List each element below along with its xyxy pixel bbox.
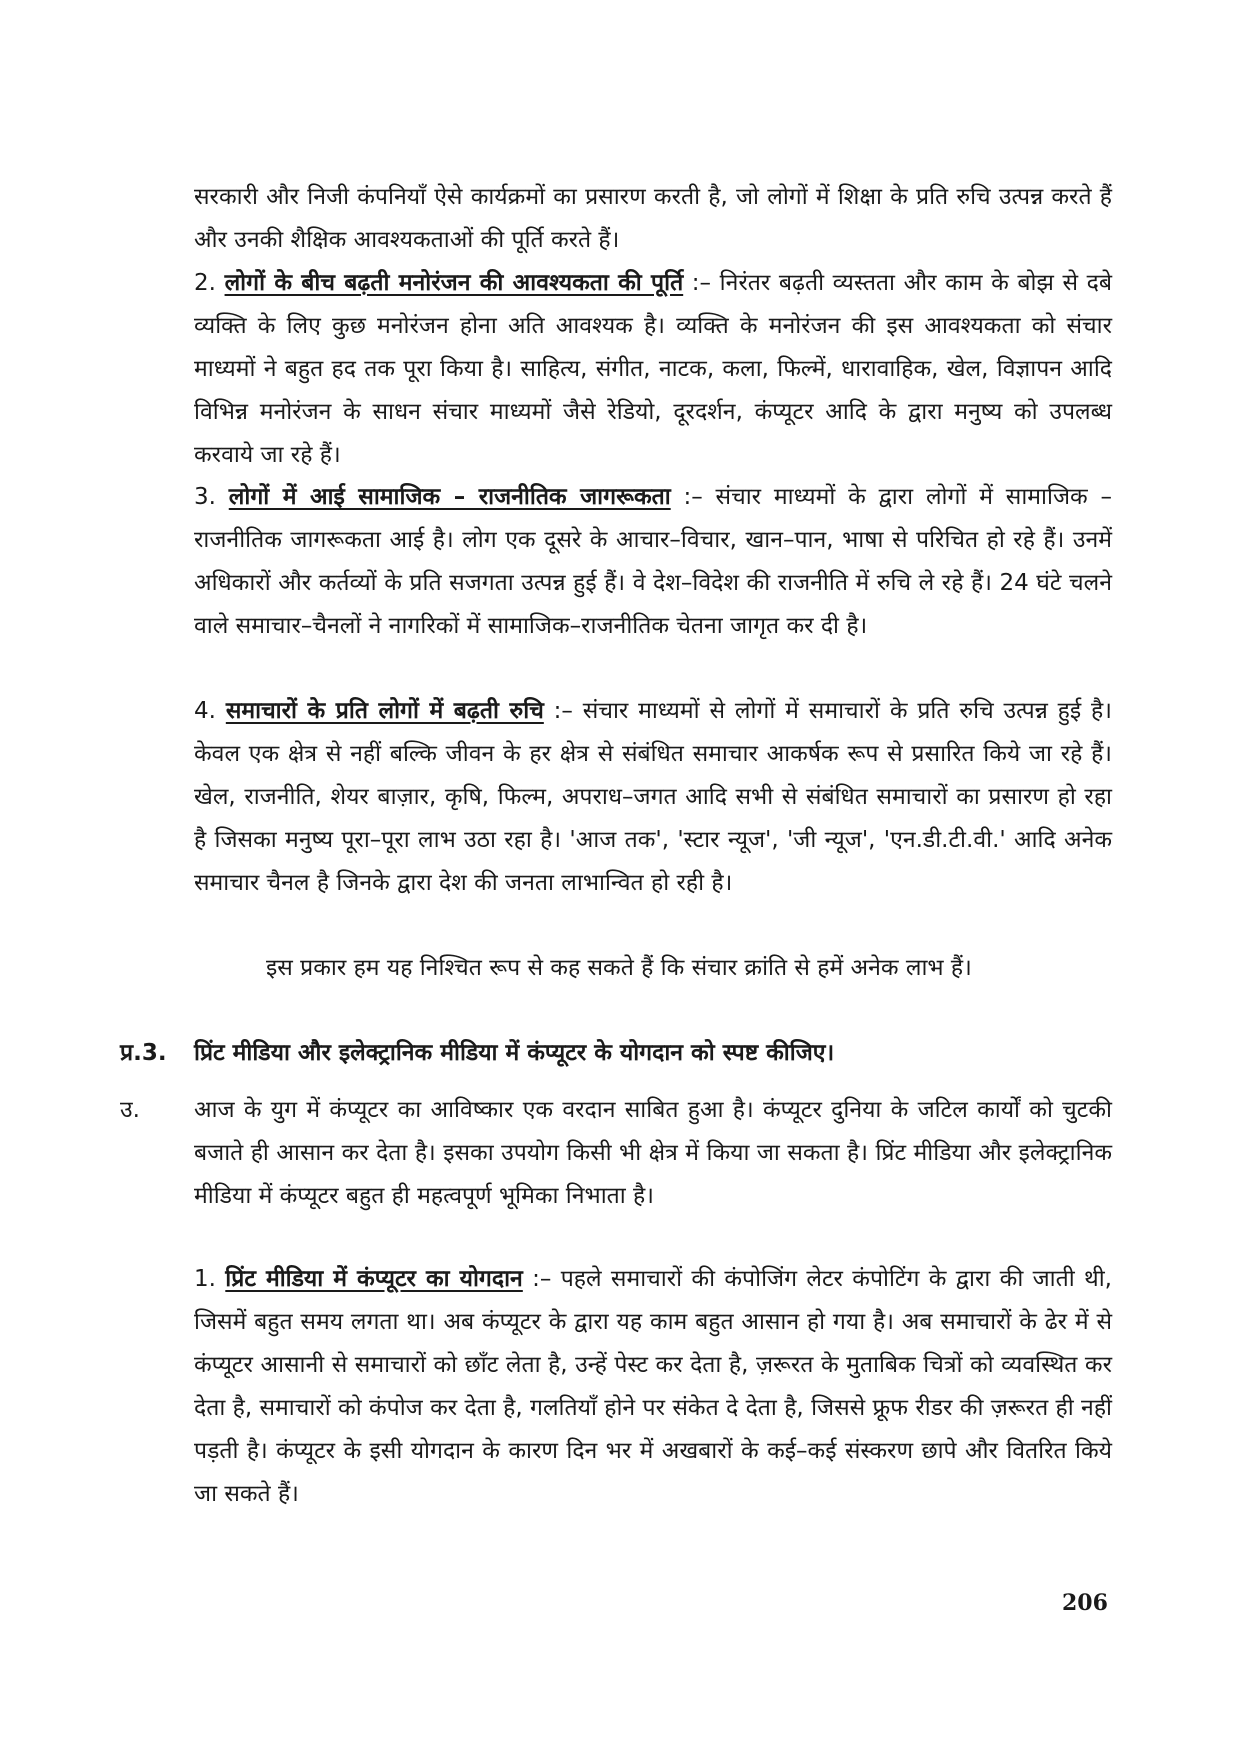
answer-intro-paragraph: आज के युग में कंप्यूटर का आविष्कार एक वरदान साबित हुआ है। कंप्यूटर दुनिया के जटिल कार्यों को चुटकी बजाते ही आसान कर देता है। इसका उपयोग किसी भी क्षेत्र में किया जा सकता है। प्रिंट मीडिया और इलेक्ट्रानिक मीडिया में कंप्यूटर बहुत ही महत्वपूर्ण भूमिका निभाता है।: [194, 1097, 1112, 1209]
point-2-paragraph: [194, 262, 1112, 477]
point-3-text: :– संचार माध्यमों के द्वारा लोगों में सामाजिक – राजनीतिक जागरूकता आई है। लोग एक दूसरे के आचार–विचार, खान–पान, भाषा से परिचित हो रहे हैं। उनमें अधिकारों और कर्तव्यों के प्रति सजगता उत्पन्न हुई हैं। वे देश–विदेश की राजनीति में रुचि ले रहे हैं। 24 घंटे चलने वाले समाचार–चैनलों ने नागरिकों में सामाजिक–राजनीतिक चेतना जागृत कर दी है।: [194, 484, 1112, 639]
page-number: 206: [1062, 1590, 1108, 1616]
answer-label: उ.: [120, 1097, 140, 1123]
continuation-paragraph: सरकारी और निजी कंपनियाँ ऐसे कार्यक्रमों का प्रसारण करती है, जो लोगों में शिक्षा के प्रति रुचि उत्पन्न करते हैं और उनकी शैक्षिक आवश्यकताओं की पूर्ति करते हैं।: [194, 184, 1112, 253]
answer-point-1-paragraph: [194, 1258, 1112, 1516]
answer-point-1-heading: प्रिंट मीडिया में कंप्यूटर का योगदान: [225, 1266, 523, 1292]
point-3-paragraph: [194, 476, 1112, 648]
point-3-number: 3.: [194, 484, 216, 510]
point-2-text: :– निरंतर बढ़ती व्यस्तता और काम के बोझ से दबे व्यक्ति के लिए कुछ मनोरंजन होना अति आवश्यक है। व्यक्ति के मनोरंजन की इस आवश्यकता को संचार माध्यमों ने बहुत हद तक पूरा किया है। साहित्य, संगीत, नाटक, कला, फिल्में, धारावाहिक, खेल, विज्ञापन आदि विभिन्न मनोरंजन के साधन संचार माध्यमों जैसे रेडियो, दूरदर्शन, कंप्यूटर आदि के द्वारा मनुष्य को उपलब्ध करवाये जा रहे हैं।: [194, 270, 1112, 468]
point-2-heading: लोगों के बीच बढ़ती मनोरंजन की आवश्यकता की पूर्ति: [224, 270, 684, 296]
point-4-paragraph: [194, 690, 1112, 905]
question-label: प्र.3.: [120, 1040, 167, 1066]
conclusion-paragraph: इस प्रकार हम यह निश्चित रूप से कह सकते हैं कि संचार क्रांति से हमें अनेक लाभ हैं।: [266, 955, 972, 981]
point-4-number: 4.: [194, 698, 216, 724]
point-4-heading: समाचारों के प्रति लोगों में बढ़ती रुचि: [225, 698, 544, 724]
point-4-text: :– संचार माध्यमों से लोगों में समाचारों के प्रति रुचि उत्पन्न हुई है। केवल एक क्षेत्र से नहीं बल्कि जीवन के हर क्षेत्र से संबंधित समाचार आकर्षक रूप से प्रसारित किये जा रहे हैं। खेल, राजनीति, शेयर बाज़ार, कृषि, फिल्म, अपराध–जगत आदि सभी से संबंधित समाचारों का प्रसारण हो रहा है जिसका मनुष्य पूरा–पूरा लाभ उठा रहा है। 'आज तक', 'स्टार न्यूज', 'जी न्यूज', 'एन.डी.टी.वी.' आदि अनेक समाचार चैनल है जिनके द्वारा देश की जनता लाभान्वित हो रही है।: [194, 698, 1112, 896]
question-text: प्रिंट मीडिया और इलेक्ट्रानिक मीडिया में कंप्यूटर के योगदान को स्पष्ट कीजिए।: [194, 1040, 835, 1066]
point-2-number: 2.: [194, 270, 216, 296]
point-3-heading: लोगों में आई सामाजिक – राजनीतिक जागरूकता: [228, 484, 671, 510]
answer-point-1-text: :– पहले समाचारों की कंपोजिंग लेटर कंपोटिंग के द्वारा की जाती थी, जिसमें बहुत समय लगता था। अब कंप्यूटर के द्वारा यह काम बहुत आसान हो गया है। अब समाचारों के ढेर में से कंप्यूटर आसानी से समाचारों को छाँट लेता है, उन्हें पेस्ट कर देता है, ज़रूरत के मुताबिक चित्रों को व्यवस्थित कर देता है, समाचारों को कंपोज कर देता है, गलतियाँ होने पर संकेत दे देता है, जिससे फ्रूफ रीडर की ज़रूरत ही नहीं पड़ती है। कंप्यूटर के इसी योगदान के कारण दिन भर में अखबारों के कई–कई संस्करण छापे और वितरित किये जा सकते हैं।: [194, 1266, 1112, 1507]
answer-point-1-number: 1.: [194, 1266, 216, 1292]
